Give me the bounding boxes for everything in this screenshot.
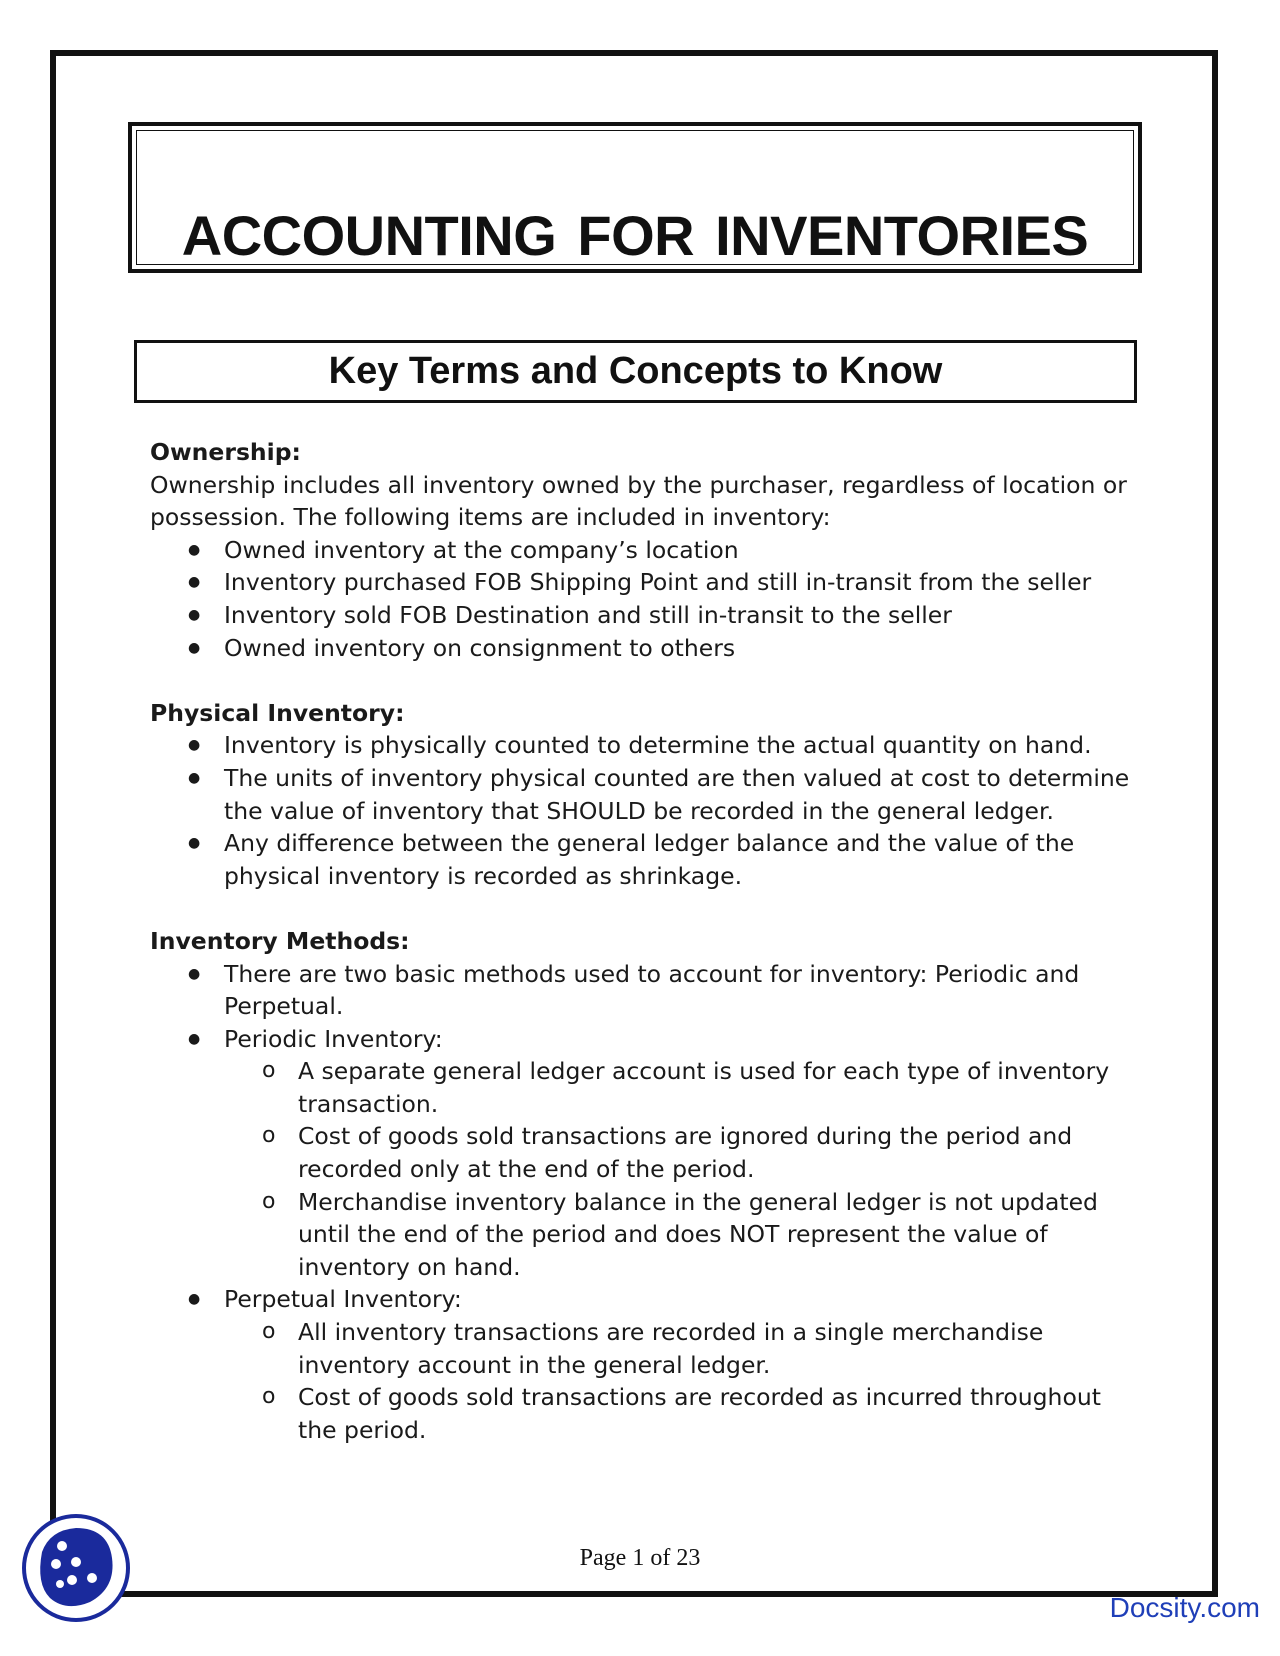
ownership-intro: Ownership includes all inventory owned by the purchaser, regardless of location or possession. The following items are included in inventory: — [150, 470, 1127, 532]
perpetual-inventory-sublist — [224, 1316, 1130, 1446]
perpetual-inventory-item — [224, 1283, 1130, 1446]
periodic-inventory-sublist — [224, 1055, 1130, 1283]
periodic-inventory-label: Periodic Inventory: — [224, 1024, 443, 1053]
sub-list-item: o Cost of goods sold transactions are ignored during the period and recorded only at the end of the period. — [298, 1120, 1130, 1185]
ownership-heading: Ownership: — [150, 438, 301, 466]
docsity-logo-icon — [20, 1512, 132, 1624]
title-box — [128, 122, 1142, 273]
document-title: ACCOUNTING FOR INVENTORIES — [181, 204, 1089, 267]
list-item: ● The units of inventory physical counted are then valued at cost to determine the value of inventory that SHOULD be recorded in the general ledger. — [224, 762, 1130, 827]
ownership-section — [150, 436, 1130, 664]
docsity-watermark-text[interactable]: Docsity.com — [1109, 1592, 1260, 1623]
page-number: Page 1 of 23 — [579, 1545, 701, 1571]
list-item: ● There are two basic methods used to account for inventory: Periodic and Perpetual. — [224, 958, 1130, 1023]
inventory-methods-section — [150, 925, 1130, 1447]
periodic-inventory-item — [224, 1023, 1130, 1284]
sub-list-item: o Cost of goods sold transactions are recorded as incurred throughout the period. — [298, 1381, 1130, 1446]
ownership-list — [150, 534, 1130, 664]
document-subtitle: Key Terms and Concepts to Know — [328, 350, 943, 392]
physical-inventory-list — [150, 729, 1130, 892]
list-item: ● Owned inventory on consignment to others — [224, 632, 1130, 665]
physical-inventory-heading: Physical Inventory: — [150, 698, 405, 727]
physical-inventory-section — [150, 697, 1130, 893]
sub-list-item: o All inventory transactions are recorded in a single merchandise inventory account in the general ledger. — [298, 1316, 1130, 1381]
perpetual-inventory-label: Perpetual Inventory: — [224, 1285, 462, 1314]
sub-list-item: o Merchandise inventory balance in the general ledger is not updated until the end of the period and does NOT represent the value of inventory on hand. — [298, 1186, 1130, 1284]
document-content — [150, 436, 1130, 1479]
sub-list-item: o A separate general ledger account is used for each type of inventory transaction. — [298, 1055, 1130, 1120]
list-item: ● Any difference between the general ledger balance and the value of the physical inventory is recorded as shrinkage. — [224, 827, 1130, 892]
subtitle-box — [134, 340, 1137, 403]
list-item: ● Inventory is physically counted to determine the actual quantity on hand. — [224, 729, 1130, 762]
inventory-methods-list — [150, 958, 1130, 1447]
list-item: ● Inventory sold FOB Destination and still in-transit to the seller — [224, 599, 1130, 632]
list-item: ● Inventory purchased FOB Shipping Point and still in-transit from the seller — [224, 566, 1130, 599]
list-item: ● Owned inventory at the company’s location — [224, 534, 1130, 567]
inventory-methods-heading: Inventory Methods: — [150, 926, 410, 955]
